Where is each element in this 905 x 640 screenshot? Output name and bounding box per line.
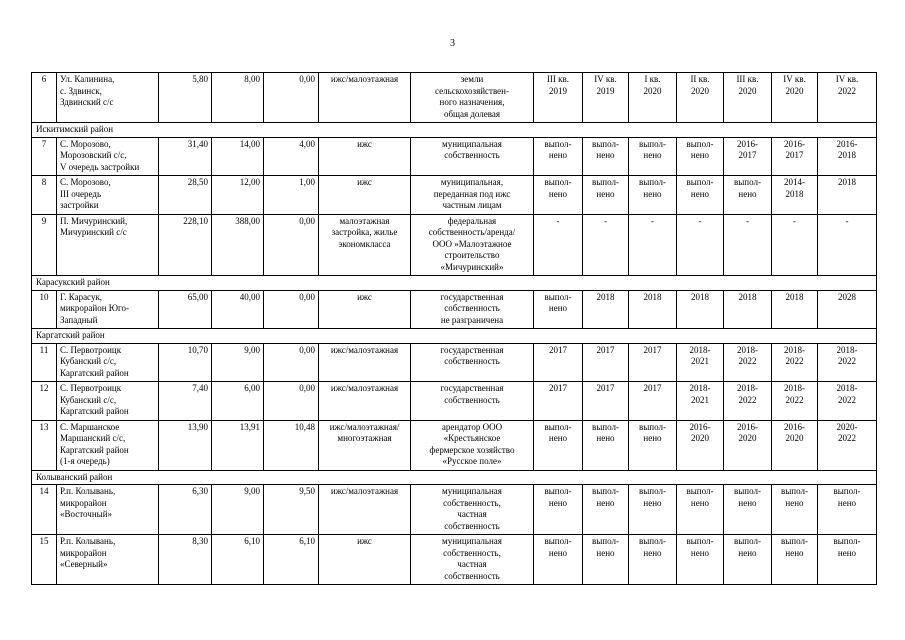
row-number: 8 (32, 176, 57, 215)
location-cell: С. Первотроицк Кубанский с/с, Каргатский район (57, 382, 159, 421)
schedule-cell: выпол- нено (677, 535, 724, 585)
table-row (32, 420, 877, 470)
schedule-cell: выпол- нено (818, 535, 877, 585)
schedule-cell: 2017 (583, 343, 629, 382)
schedule-cell: III кв. 2020 (724, 73, 772, 123)
schedule-cell: 2020- 2022 (818, 420, 877, 470)
schedule-cell: 2018- 2022 (724, 343, 772, 382)
area-built-cell: 0,00 (264, 73, 319, 123)
schedule-cell: - (677, 214, 724, 276)
schedule-cell: выпол- нено (583, 176, 629, 215)
schedule-cell: выпол- нено (629, 485, 677, 535)
row-number: 9 (32, 214, 57, 276)
schedule-cell: IV кв. 2019 (583, 73, 629, 123)
area-total-cell: 8,30 (159, 535, 212, 585)
row-number: 15 (32, 535, 57, 585)
schedule-cell: - (629, 214, 677, 276)
schedule-cell: 2016- 2020 (724, 420, 772, 470)
area-housing-cell: 8,00 (212, 73, 264, 123)
schedule-cell: 2016- 2020 (677, 420, 724, 470)
schedule-cell: выпол- нено (534, 485, 583, 535)
area-housing-cell: 14,00 (212, 137, 264, 176)
schedule-cell: 2018 (677, 290, 724, 329)
schedule-cell: III кв. 2019 (534, 73, 583, 123)
schedule-cell: выпол- нено (583, 485, 629, 535)
schedule-cell: выпол- нено (534, 290, 583, 329)
ownership-cell: государственная собственность (411, 343, 534, 382)
schedule-cell: выпол- нено (818, 485, 877, 535)
ownership-cell: государственная собственность (411, 382, 534, 421)
schedule-cell: 2018 (583, 290, 629, 329)
ownership-cell: арендатор ООО «Крестьянское фермерское хозяйство «Русское поле» (411, 420, 534, 470)
area-housing-cell: 13,91 (212, 420, 264, 470)
row-number: 14 (32, 485, 57, 535)
area-total-cell: 5,80 (159, 73, 212, 123)
schedule-cell: 2014- 2018 (772, 176, 818, 215)
location-cell: С. Морозово, III очередь застройки (57, 176, 159, 215)
schedule-cell: - (818, 214, 877, 276)
table-row (32, 137, 877, 176)
schedule-cell: II кв. 2020 (677, 73, 724, 123)
schedule-cell: выпол- нено (583, 420, 629, 470)
area-built-cell: 0,00 (264, 343, 319, 382)
schedule-cell: 2018- 2022 (772, 382, 818, 421)
schedule-cell: выпол- нено (677, 485, 724, 535)
schedule-cell: 2017 (534, 382, 583, 421)
land-use-cell: ижс (319, 290, 411, 329)
district-title: Каргатский район (32, 329, 877, 344)
schedule-cell: 2018- 2021 (677, 343, 724, 382)
page-number: 3 (450, 38, 455, 49)
area-housing-cell: 40,00 (212, 290, 264, 329)
land-use-cell: ижс/малоэтажная/ многоэтажная (319, 420, 411, 470)
area-housing-cell: 9,00 (212, 343, 264, 382)
schedule-cell: 2018 (724, 290, 772, 329)
area-total-cell: 6,30 (159, 485, 212, 535)
location-cell: Г. Карасук, микрорайон Юго- Западный (57, 290, 159, 329)
location-cell: С. Морозово, Морозовский с/с, V очередь застройки (57, 137, 159, 176)
area-built-cell: 6,10 (264, 535, 319, 585)
table-row (32, 73, 877, 123)
schedule-cell: выпол- нено (772, 485, 818, 535)
schedule-cell: 2018- 2022 (772, 343, 818, 382)
ownership-cell: государственная собственность не разграничена (411, 290, 534, 329)
schedule-cell: 2016- 2018 (818, 137, 877, 176)
table-row (32, 485, 877, 535)
schedule-cell: выпол- нено (534, 420, 583, 470)
area-housing-cell: 9,00 (212, 485, 264, 535)
schedule-cell: выпол- нено (677, 176, 724, 215)
land-use-cell: ижс (319, 137, 411, 176)
schedule-cell: выпол- нено (534, 535, 583, 585)
schedule-cell: выпол- нено (629, 176, 677, 215)
district-header-row (32, 329, 877, 344)
land-use-cell: ижс/малоэтажная (319, 73, 411, 123)
area-housing-cell: 6,00 (212, 382, 264, 421)
location-cell: П. Мичуринский, Мичуринский с/с (57, 214, 159, 276)
ownership-cell: земли сельскохозяйствен- ного назначения, общая долевая (411, 73, 534, 123)
row-number: 7 (32, 137, 57, 176)
area-total-cell: 28,50 (159, 176, 212, 215)
table-row (32, 290, 877, 329)
row-number: 13 (32, 420, 57, 470)
schedule-cell: 2017 (583, 382, 629, 421)
area-total-cell: 31,40 (159, 137, 212, 176)
land-use-cell: ижс/малоэтажная (319, 485, 411, 535)
ownership-cell: федеральная собственность/аренда/ ООО »Малоэтажное строительство «Мичуринский» (411, 214, 534, 276)
schedule-cell: IV кв. 2022 (818, 73, 877, 123)
district-header-row (32, 123, 877, 138)
schedule-cell: 2017 (534, 343, 583, 382)
schedule-cell: 2018- 2021 (677, 382, 724, 421)
schedule-cell: I кв. 2020 (629, 73, 677, 123)
schedule-cell: выпол- нено (583, 137, 629, 176)
area-total-cell: 13,90 (159, 420, 212, 470)
table-row (32, 214, 877, 276)
schedule-cell: 2018 (772, 290, 818, 329)
schedule-cell: выпол- нено (724, 535, 772, 585)
district-header-row (32, 276, 877, 291)
row-number: 6 (32, 73, 57, 123)
schedule-cell: выпол- нено (677, 137, 724, 176)
land-use-cell: ижс (319, 535, 411, 585)
ownership-cell: муниципальная собственность (411, 137, 534, 176)
area-total-cell: 7,40 (159, 382, 212, 421)
schedule-cell: выпол- нено (724, 176, 772, 215)
location-cell: С. Маршанское Маршанский с/с, Каргатский район (1-я очередь) (57, 420, 159, 470)
table-row (32, 382, 877, 421)
area-built-cell: 0,00 (264, 214, 319, 276)
location-cell: Ул. Калинина, с. Здвинск, Здвинский с/с (57, 73, 159, 123)
schedule-cell: 2016- 2020 (772, 420, 818, 470)
land-use-cell: ижс/малоэтажная (319, 343, 411, 382)
schedule-cell: 2028 (818, 290, 877, 329)
area-built-cell: 0,00 (264, 382, 319, 421)
table-row (32, 343, 877, 382)
ownership-cell: муниципальная, переданная под ижс частным лицам (411, 176, 534, 215)
schedule-cell: 2018- 2022 (818, 382, 877, 421)
schedule-cell: 2017 (629, 382, 677, 421)
area-total-cell: 10,70 (159, 343, 212, 382)
row-number: 10 (32, 290, 57, 329)
schedule-cell: выпол- нено (629, 137, 677, 176)
schedule-cell: 2018- 2022 (724, 382, 772, 421)
table-row (32, 176, 877, 215)
area-housing-cell: 388,00 (212, 214, 264, 276)
location-cell: С. Первотроицк Кубанский с/с, Каргатский район (57, 343, 159, 382)
location-cell: Р.п. Колывань, микрорайон «Восточный» (57, 485, 159, 535)
schedule-cell: выпол- нено (629, 420, 677, 470)
area-housing-cell: 12,00 (212, 176, 264, 215)
area-built-cell: 4,00 (264, 137, 319, 176)
schedule-cell: выпол- нено (583, 535, 629, 585)
schedule-cell: - (534, 214, 583, 276)
table-row (32, 535, 877, 585)
land-use-cell: ижс/малоэтажная (319, 382, 411, 421)
district-title: Колыванский район (32, 470, 877, 485)
row-number: 11 (32, 343, 57, 382)
area-total-cell: 65,00 (159, 290, 212, 329)
area-built-cell: 9,50 (264, 485, 319, 535)
area-built-cell: 10,48 (264, 420, 319, 470)
land-use-cell: ижс (319, 176, 411, 215)
ownership-cell: муниципальная собственность, частная собственность (411, 535, 534, 585)
area-housing-cell: 6,10 (212, 535, 264, 585)
area-built-cell: 1,00 (264, 176, 319, 215)
schedule-cell: IV кв. 2020 (772, 73, 818, 123)
schedule-cell: 2018 (818, 176, 877, 215)
schedule-cell: 2016- 2017 (724, 137, 772, 176)
district-title: Искитимский район (32, 123, 877, 138)
schedule-cell: - (772, 214, 818, 276)
schedule-cell: 2017 (629, 343, 677, 382)
schedule-cell: выпол- нено (772, 535, 818, 585)
schedule-cell: 2016- 2017 (772, 137, 818, 176)
area-total-cell: 228,10 (159, 214, 212, 276)
land-plots-table (31, 72, 877, 585)
schedule-cell: выпол- нено (629, 535, 677, 585)
district-header-row (32, 470, 877, 485)
ownership-cell: муниципальная собственность, частная собственность (411, 485, 534, 535)
schedule-cell: выпол- нено (534, 137, 583, 176)
schedule-cell: - (583, 214, 629, 276)
row-number: 12 (32, 382, 57, 421)
schedule-cell: 2018 (629, 290, 677, 329)
district-title: Карасукский район (32, 276, 877, 291)
location-cell: Р.п. Колывань, микрорайон «Северный» (57, 535, 159, 585)
schedule-cell: - (724, 214, 772, 276)
schedule-cell: выпол- нено (724, 485, 772, 535)
area-built-cell: 0,00 (264, 290, 319, 329)
schedule-cell: 2018- 2022 (818, 343, 877, 382)
land-use-cell: малоэтажная застройка, жилье экономкласса (319, 214, 411, 276)
schedule-cell: выпол- нено (534, 176, 583, 215)
